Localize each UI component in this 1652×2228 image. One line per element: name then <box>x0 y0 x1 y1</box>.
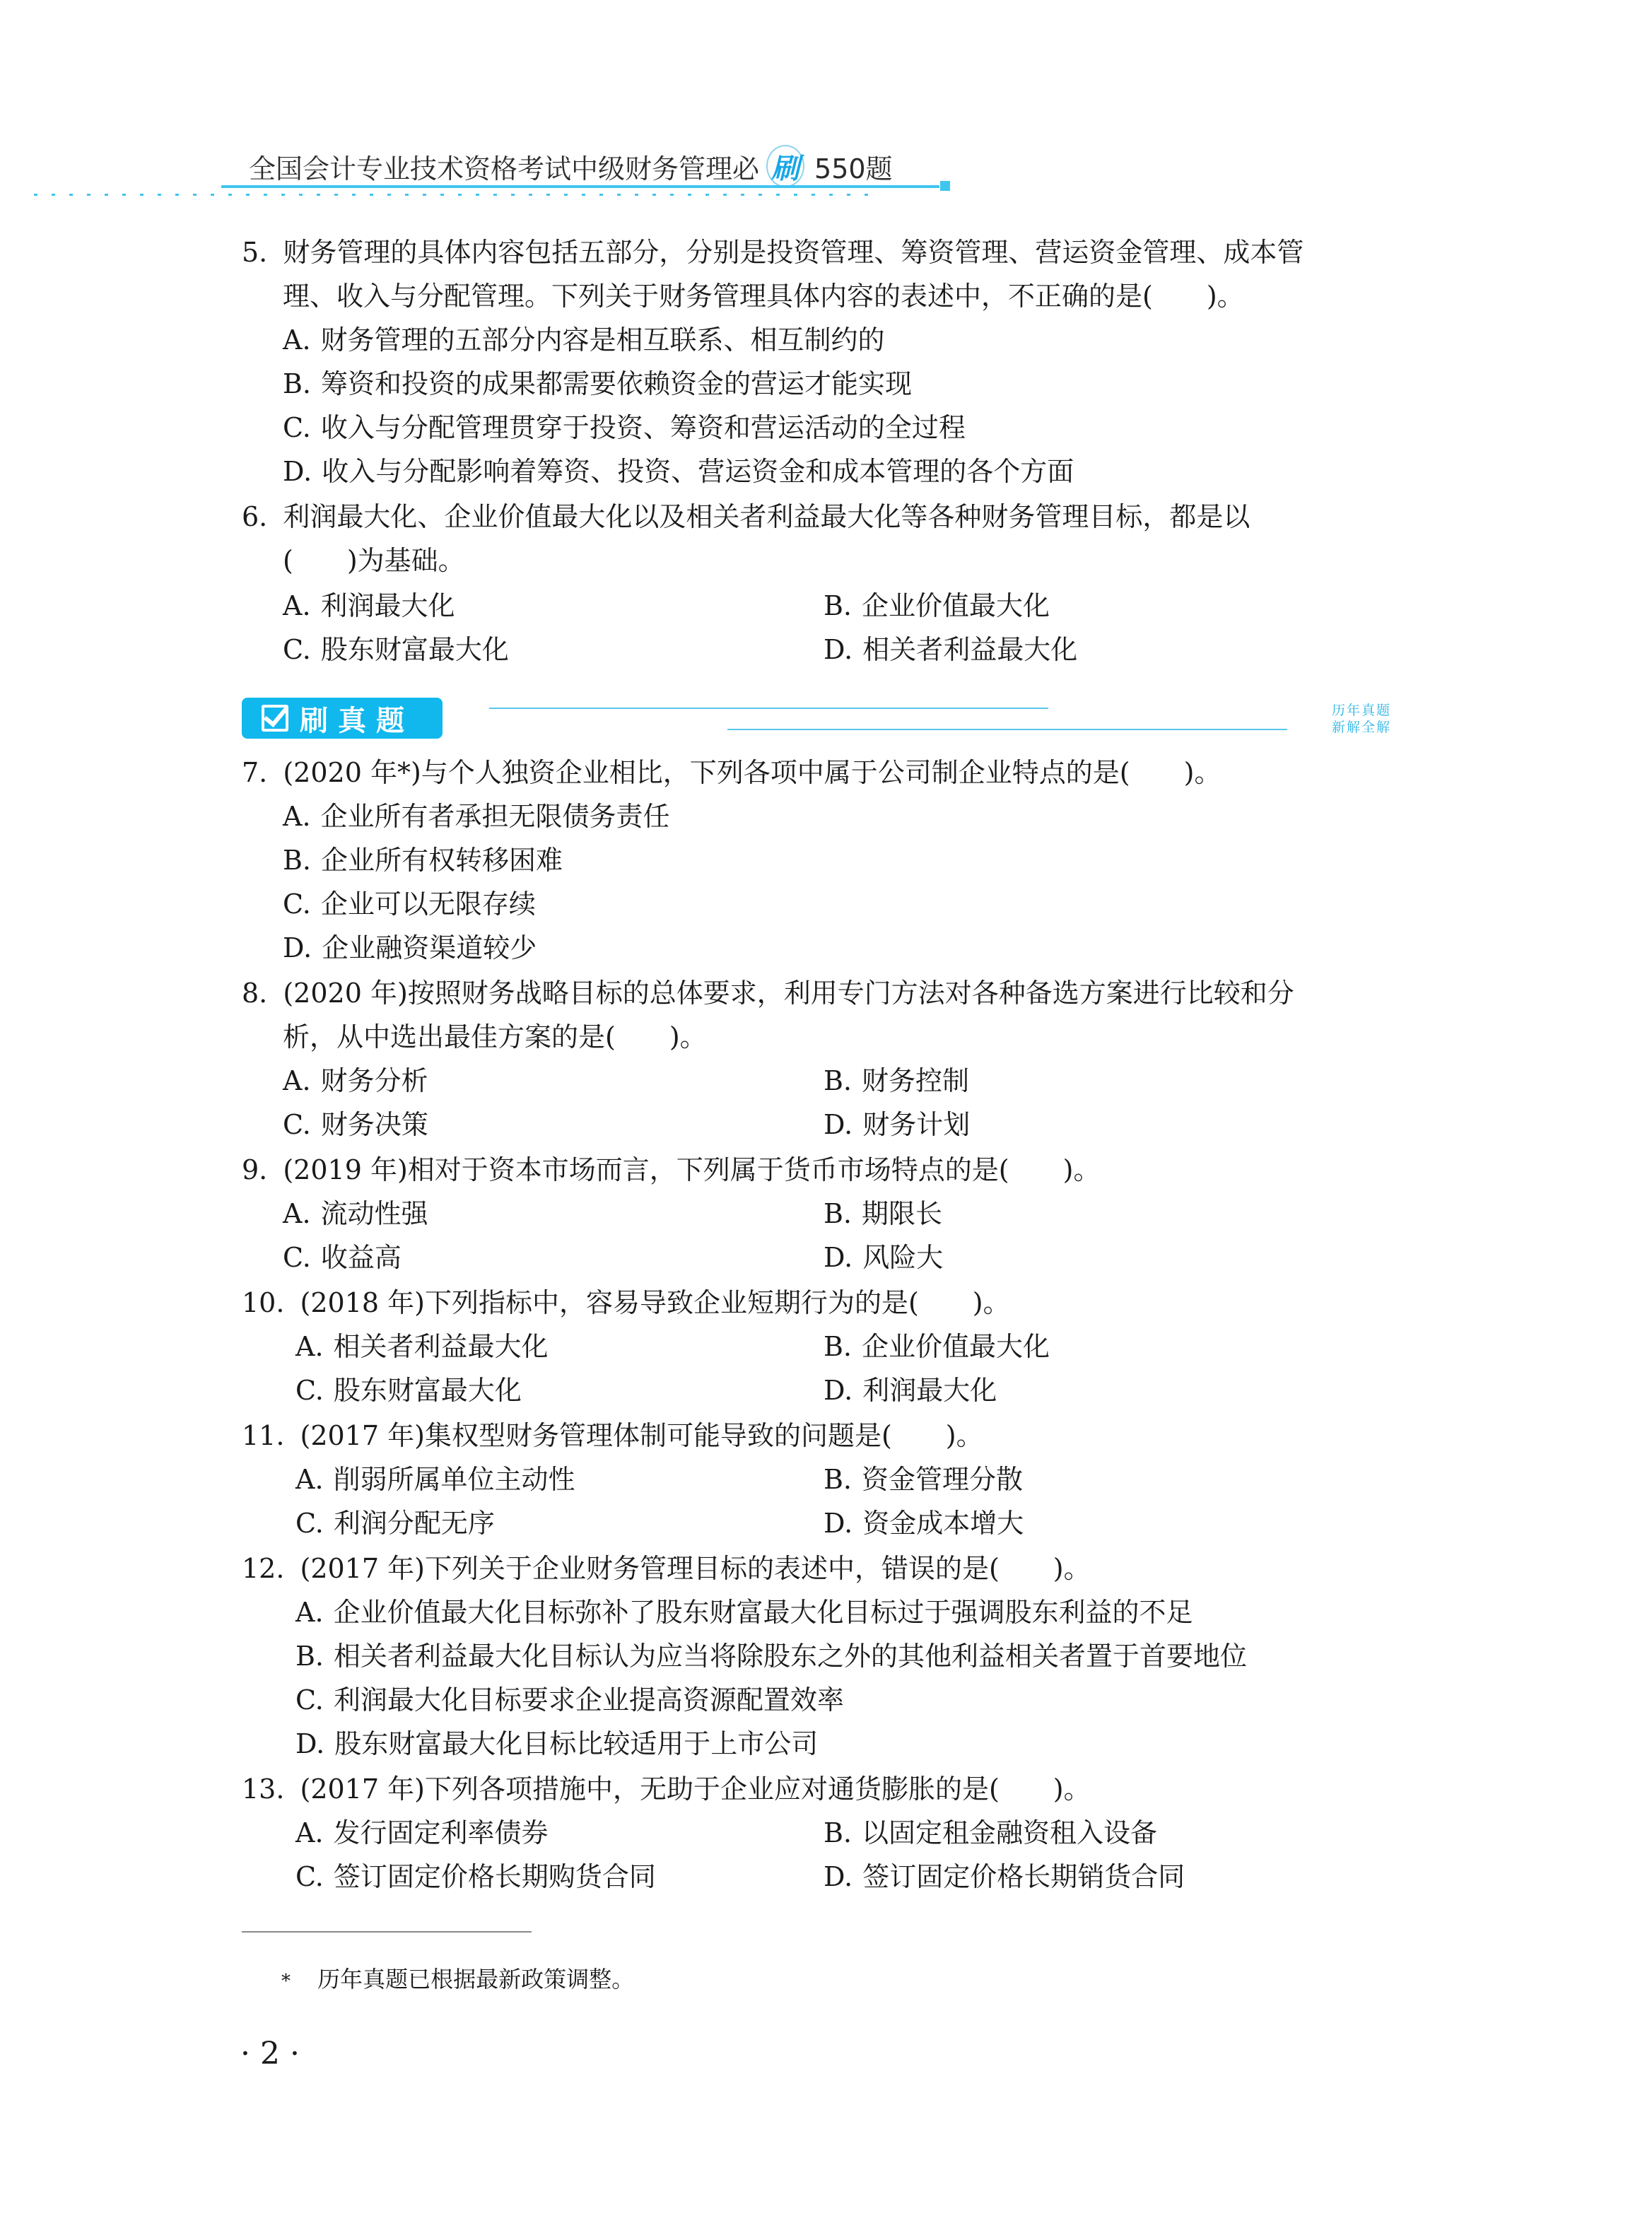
option-b <box>824 1059 969 1103</box>
question-number: 5. <box>242 237 268 268</box>
option-letter: A. <box>295 1817 324 1848</box>
option-text: 利润最大化目标要求企业提高资源配置效率 <box>333 1684 844 1716</box>
option-text: 以固定租金融资租入设备 <box>862 1817 1158 1848</box>
option-letter: B. <box>824 1464 853 1495</box>
option-letter: D. <box>824 634 853 665</box>
option-letter: C. <box>295 1375 324 1406</box>
header-title-suffix: 550题 <box>814 153 893 184</box>
option-c <box>283 1236 402 1279</box>
option-text: 财务控制 <box>862 1065 970 1096</box>
question-10 <box>242 1281 1010 1325</box>
option-a <box>283 1192 428 1236</box>
option-d <box>295 1722 818 1766</box>
option-c <box>283 628 509 672</box>
question-number: 10. <box>242 1287 285 1318</box>
option-b <box>283 838 563 882</box>
option-c <box>295 1368 522 1412</box>
option-text: 股东财富最大化 <box>320 634 509 665</box>
header-dotted-rule <box>34 194 877 196</box>
option-a <box>283 584 455 628</box>
option-letter: A. <box>283 1065 311 1096</box>
option-a <box>295 1811 549 1855</box>
header-title-prefix: 全国会计专业技术资格考试中级财务管理必 <box>249 153 760 184</box>
option-b <box>824 1325 1050 1368</box>
option-text: 签订固定价格长期购货合同 <box>333 1861 656 1892</box>
option-letter: A. <box>283 1198 311 1229</box>
option-letter: A. <box>283 801 311 832</box>
option-text: 期限长 <box>862 1198 943 1229</box>
option-d <box>824 1855 1185 1899</box>
section-tagline <box>1332 702 1391 736</box>
option-d <box>824 628 1077 672</box>
option-letter: C. <box>295 1508 324 1539</box>
option-letter: D. <box>824 1508 853 1539</box>
option-text: 企业可以无限存续 <box>320 889 536 920</box>
option-d <box>824 1501 1024 1545</box>
option-letter: A. <box>295 1597 324 1628</box>
option-b <box>824 584 1050 628</box>
option-text: 企业所有者承担无限债务责任 <box>320 801 670 832</box>
question-5-line-2: 理、收入与分配管理。下列关于财务管理具体内容的表述中，不正确的是( )。 <box>283 281 1244 312</box>
option-c <box>295 1855 656 1899</box>
footnote-marker: * <box>281 1971 291 1992</box>
option-d <box>824 1103 970 1147</box>
section-rule-top <box>489 708 1048 709</box>
option-letter: B. <box>295 1641 324 1672</box>
option-b <box>824 1192 942 1236</box>
option-b <box>824 1811 1157 1855</box>
option-letter: A. <box>295 1331 324 1362</box>
option-letter: D. <box>824 1861 853 1892</box>
option-c <box>295 1501 495 1545</box>
option-letter: C. <box>283 1109 311 1140</box>
question-number: 11. <box>242 1420 285 1451</box>
option-text: 资金成本增大 <box>862 1508 1024 1539</box>
option-text: 财务分析 <box>320 1065 428 1096</box>
option-text: 企业价值最大化 <box>862 590 1050 621</box>
option-letter: A. <box>283 324 311 356</box>
question-text: (2017 年)集权型财务管理体制可能导致的问题是( )。 <box>300 1420 983 1451</box>
question-13 <box>242 1767 1091 1811</box>
question-5 <box>242 230 1304 274</box>
option-text: 股东财富最大化 <box>333 1375 522 1406</box>
question-9 <box>242 1148 1100 1192</box>
option-text: 收入与分配管理贯穿于投资、筹资和营运活动的全过程 <box>320 412 966 443</box>
option-letter: C. <box>283 634 311 665</box>
page-number: · 2 · <box>240 2036 300 2072</box>
option-text: 利润最大化 <box>862 1375 997 1406</box>
option-text: 利润最大化 <box>320 590 455 621</box>
option-letter: A. <box>283 590 311 621</box>
option-letter: D. <box>283 456 312 487</box>
question-text: (2017 年)下列关于企业财务管理目标的表述中，错误的是( )。 <box>300 1553 1091 1584</box>
option-c <box>283 1103 428 1147</box>
running-header-title <box>249 145 893 187</box>
option-a <box>295 1590 1193 1634</box>
option-letter: C. <box>283 1242 311 1273</box>
option-c <box>283 882 536 926</box>
option-text: 企业融资渠道较少 <box>322 932 537 963</box>
footnote-text: 历年真题已根据最新政策调整。 <box>317 1966 635 1993</box>
option-text: 财务决策 <box>320 1109 428 1140</box>
option-text: 签订固定价格长期销货合同 <box>862 1861 1185 1892</box>
option-a <box>295 1325 549 1368</box>
option-letter: B. <box>283 845 312 876</box>
option-text: 筹资和投资的成果都需要依赖资金的营运才能实现 <box>321 368 913 399</box>
question-12 <box>242 1547 1091 1590</box>
section-badge-label: 刷真题 <box>300 704 414 737</box>
option-text: 收入与分配影响着筹资、投资、营运资金和成本管理的各个方面 <box>322 456 1074 487</box>
question-number: 6. <box>242 501 268 532</box>
option-text: 发行固定利率债券 <box>333 1817 549 1848</box>
option-text: 股东财富最大化目标比较适用于上市公司 <box>334 1728 819 1759</box>
option-a <box>295 1458 575 1501</box>
option-d <box>824 1236 943 1279</box>
option-letter: C. <box>295 1861 324 1892</box>
question-text: 利润最大化、企业价值最大化以及相关者利益最大化等各种财务管理目标，都是以 <box>283 501 1250 532</box>
question-8 <box>242 971 1294 1015</box>
question-number: 13. <box>242 1773 285 1805</box>
section-rule-bottom <box>727 729 1287 730</box>
option-text: 企业所有权转移困难 <box>321 845 563 876</box>
option-text: 资金管理分散 <box>862 1464 1024 1495</box>
question-text: (2019 年)相对于资本市场而言，下列属于货币市场特点的是( )。 <box>283 1154 1101 1185</box>
question-number: 12. <box>242 1553 285 1584</box>
option-letter: D. <box>283 932 312 963</box>
option-d <box>283 450 1074 493</box>
option-letter: B. <box>283 368 312 399</box>
option-text: 相关者利益最大化 <box>862 634 1078 665</box>
question-text: (2018 年)下列指标中，容易导致企业短期行为的是( )。 <box>300 1287 1010 1318</box>
option-letter: B. <box>824 590 853 621</box>
question-6 <box>242 495 1250 539</box>
option-b <box>295 1634 1247 1678</box>
option-letter: D. <box>295 1728 325 1759</box>
option-text: 财务管理的五部分内容是相互联系、相互制约的 <box>320 324 885 356</box>
option-d <box>824 1368 997 1412</box>
option-text: 风险大 <box>862 1242 944 1273</box>
question-number: 8. <box>242 978 268 1009</box>
option-text: 企业价值最大化 <box>862 1331 1050 1362</box>
question-text: (2020 年)按照财务战略目标的总体要求，利用专门方法对各种备选方案进行比较和分 <box>283 978 1294 1009</box>
option-letter: B. <box>824 1065 853 1096</box>
option-a <box>283 1059 428 1103</box>
checkbox-check-icon <box>262 705 288 732</box>
option-text: 削弱所属单位主动性 <box>333 1464 575 1495</box>
option-letter: B. <box>824 1331 853 1362</box>
question-text: (2020 年*)与个人独资企业相比，下列各项中属于公司制企业特点的是( )。 <box>283 757 1222 788</box>
question-7 <box>242 751 1221 795</box>
section-badge-past-exams <box>242 698 443 739</box>
question-11 <box>242 1414 983 1458</box>
question-6-line-2: ( )为基础。 <box>283 545 465 576</box>
section-tagline-2: 新解全解 <box>1332 720 1392 735</box>
option-text: 财务计划 <box>862 1109 971 1140</box>
option-text: 流动性强 <box>320 1198 428 1229</box>
option-c <box>283 406 966 450</box>
question-number: 9. <box>242 1154 268 1185</box>
option-letter: C. <box>283 889 311 920</box>
option-letter: C. <box>295 1684 324 1716</box>
option-letter: C. <box>283 412 311 443</box>
footnote-rule <box>242 1931 532 1933</box>
question-text: 财务管理的具体内容包括五部分，分别是投资管理、筹资管理、营运资金管理、成本管 <box>283 237 1304 268</box>
option-letter: A. <box>295 1464 324 1495</box>
question-text: (2017 年)下列各项措施中，无助于企业应对通货膨胀的是( )。 <box>300 1773 1091 1805</box>
footnote <box>281 1962 634 1994</box>
option-letter: B. <box>824 1817 853 1848</box>
option-a <box>283 318 885 362</box>
option-b <box>283 362 912 406</box>
header-rule-end-square <box>940 181 950 191</box>
option-letter: D. <box>824 1242 853 1273</box>
option-text: 收益高 <box>320 1242 402 1273</box>
header-rule <box>221 185 939 188</box>
option-c <box>295 1678 844 1722</box>
option-d <box>283 926 537 970</box>
option-letter: B. <box>824 1198 853 1229</box>
option-text: 利润分配无序 <box>333 1508 495 1539</box>
question-number: 7. <box>242 757 268 788</box>
option-letter: D. <box>824 1375 853 1406</box>
question-8-line-2: 析，从中选出最佳方案的是( )。 <box>283 1021 707 1053</box>
shua-logo-icon: 刷 <box>766 145 804 187</box>
option-text: 相关者利益最大化 <box>333 1331 549 1362</box>
option-text: 企业价值最大化目标弥补了股东财富最大化目标过于强调股东利益的不足 <box>333 1597 1193 1628</box>
option-b <box>824 1458 1023 1501</box>
option-a <box>283 795 670 838</box>
section-tagline-1: 历年真题 <box>1332 703 1392 718</box>
option-letter: D. <box>824 1109 853 1140</box>
option-text: 相关者利益最大化目标认为应当将除股东之外的其他利益相关者置于首要地位 <box>334 1641 1248 1672</box>
